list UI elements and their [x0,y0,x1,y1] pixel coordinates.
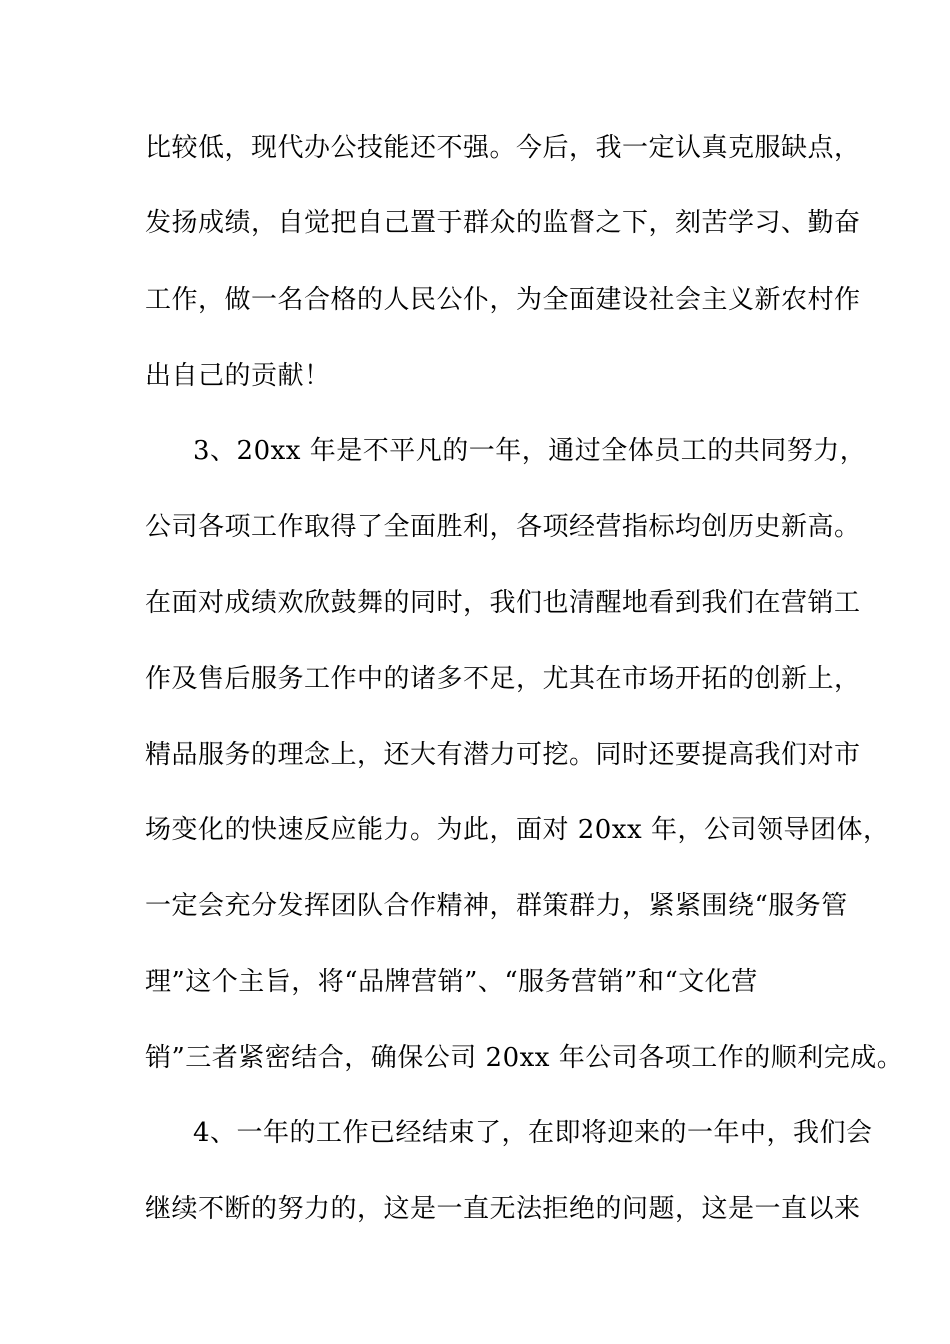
text-line: 比较低，现代办公技能还不强。今后，我一定认真克服缺点， [145,133,861,163]
text-line: 作及售后服务工作中的诸多不足，尤其在市场开拓的创新上， [145,664,861,694]
text-line: 继续不断的努力的，这是一直无法拒绝的问题，这是一直以来 [145,1194,861,1224]
text-line: 销”三者紧密结合，确保公司 20xx 年公司各项工作的顺利完成。 [145,1043,904,1073]
paragraph-3-start: 3、20xx 年是不平凡的一年，通过全体员工的共同努力， [193,436,867,466]
text-line: 公司各项工作取得了全面胜利，各项经营指标均创历史新高。 [145,512,861,542]
text-line: 精品服务的理念上，还大有潜力可挖。同时还要提高我们对市 [145,740,861,770]
text-line: 发扬成绩，自觉把自己置于群众的监督之下，刻苦学习、勤奋 [145,208,861,238]
text-line: 出自己的贡献！ [145,361,331,391]
text-line: 理”这个主旨，将“品牌营销”、“服务营销”和“文化营 [145,967,758,997]
text-line: 在面对成绩欢欣鼓舞的同时，我们也清醒地看到我们在营销工 [145,588,861,618]
paragraph-4-start: 4、一年的工作已经结束了，在即将迎来的一年中，我们会 [193,1118,873,1148]
text-line: 场变化的快速反应能力。为此，面对 20xx 年，公司领导团体， [145,815,890,845]
text-line: 工作，做一名合格的人民公仆，为全面建设社会主义新农村作 [145,285,861,315]
text-line: 一定会充分发挥团队合作精神，群策群力，紧紧围绕“服务管 [145,891,848,921]
